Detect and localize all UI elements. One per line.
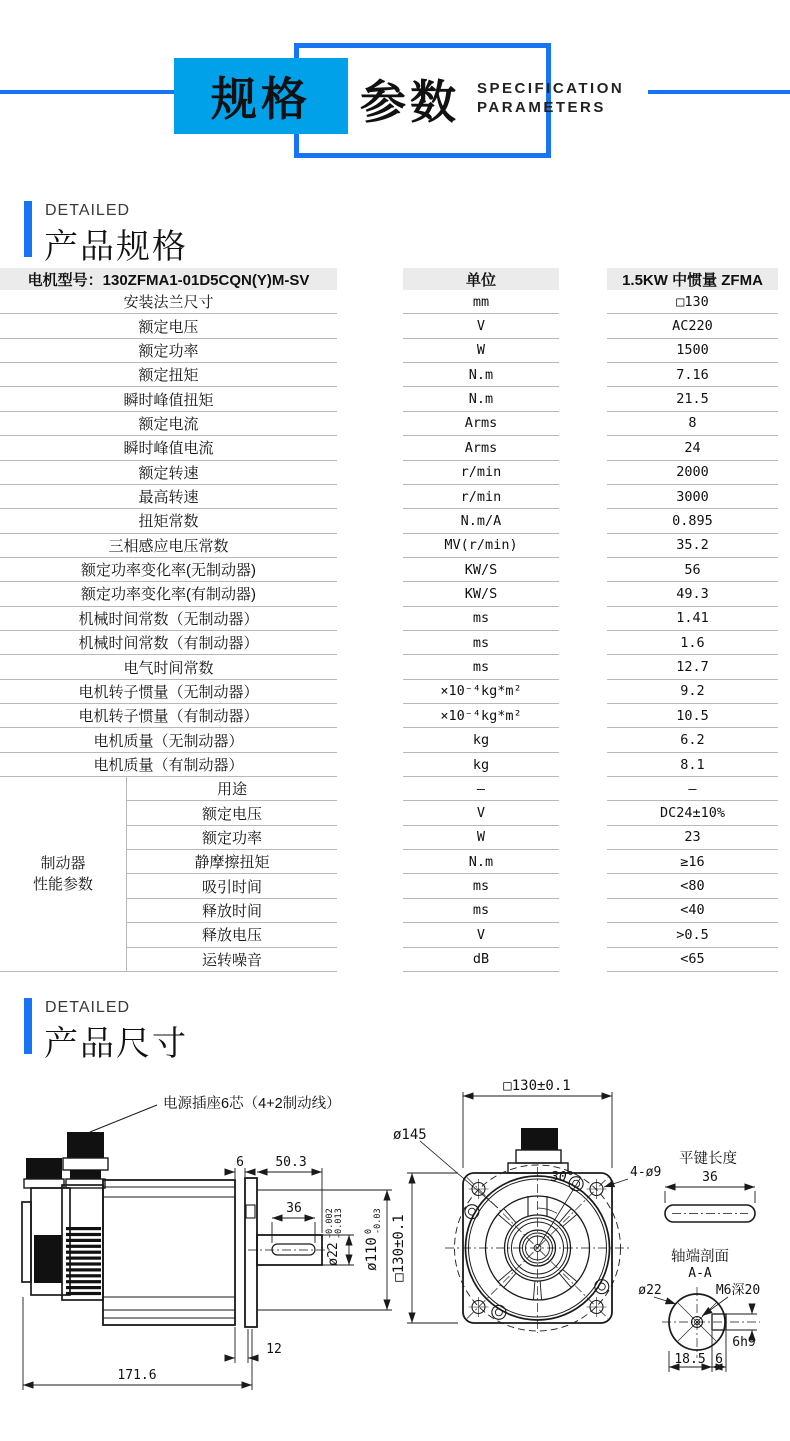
value-cell: AC220 (607, 314, 778, 338)
unit-cell: ms (403, 631, 559, 655)
value-cell: 21.5 (607, 387, 778, 411)
motor-body (103, 1180, 235, 1325)
value-cell: 49.3 (607, 582, 778, 606)
param-name-cell: 电机转子惯量（无制动器） (0, 680, 337, 704)
table-header-value: 1.5KW 中惯量 ZFMA (607, 268, 778, 290)
param-name-cell: 机械时间常数（有制动器） (0, 631, 337, 655)
value-cell: <65 (607, 948, 778, 972)
unit-cell: Arms (403, 412, 559, 436)
value-cell: 2000 (607, 461, 778, 485)
spec-row (0, 339, 790, 364)
key-view (665, 1149, 755, 1222)
shaft-tol-lower: -0.013 (334, 1208, 344, 1239)
unit-cell: Arms (403, 436, 559, 460)
value-cell: ≥16 (607, 850, 778, 874)
table-header-model: 电机型号：130ZFMA1-01D5CQN(Y)M-SV (0, 268, 337, 290)
spec-row (0, 728, 790, 753)
value-cell: 1.41 (607, 607, 778, 631)
spec-row (0, 290, 790, 315)
spec-row (0, 412, 790, 437)
unit-cell: V (403, 314, 559, 338)
brake-row (0, 899, 790, 924)
spec-row (0, 363, 790, 388)
spec-row (0, 314, 790, 339)
aa-dim-6: 6 (715, 1352, 723, 1367)
unit-cell: N.m (403, 363, 559, 387)
value-cell: 23 (607, 826, 778, 850)
pilot-tol-lower: -0.03 (373, 1208, 383, 1234)
value-cell: 8.1 (607, 753, 778, 777)
aa-dim-18-5: 18.5 (674, 1352, 706, 1367)
dim-171-6: 171.6 (117, 1368, 157, 1383)
brake-group-label-line2: 性能参数 (32, 876, 93, 893)
param-name-cell: 释放时间 (127, 899, 337, 923)
dim-12: 12 (266, 1342, 282, 1357)
power-connector (67, 1132, 104, 1158)
cooling-fins (66, 1227, 101, 1295)
key-length-dim: 36 (702, 1170, 718, 1185)
spec-row (0, 534, 790, 559)
spec-row (0, 558, 790, 583)
param-name-cell: 运转噪音 (127, 948, 337, 972)
table-header-unit: 单位 (403, 268, 559, 290)
param-name-cell: 用途 (127, 777, 337, 801)
value-cell: 1500 (607, 339, 778, 363)
section-dims-bar (24, 998, 32, 1054)
unit-cell: r/min (403, 485, 559, 509)
brake-row (0, 826, 790, 851)
unit-cell: V (403, 923, 559, 947)
param-name-cell: 额定电流 (0, 412, 337, 436)
unit-cell: MV(r/min) (403, 534, 559, 558)
pilot-tol-upper: 0 (364, 1228, 374, 1234)
brake-row (0, 777, 790, 802)
spec-row (0, 753, 790, 778)
section-dims-title: 产品尺寸 (44, 1025, 188, 1063)
value-cell: 7.16 (607, 363, 778, 387)
unit-cell: ms (403, 607, 559, 631)
brake-group-label-line1: 制动器 (40, 855, 86, 872)
banner-title-spec: 规格 (211, 73, 311, 125)
aa-key-width-label: 6h9 (732, 1335, 756, 1350)
angle-30-label: 30° (551, 1170, 575, 1185)
value-cell: 1.6 (607, 631, 778, 655)
spec-row (0, 461, 790, 486)
unit-cell: ms (403, 899, 559, 923)
value-cell: 6.2 (607, 728, 778, 752)
unit-cell: ms (403, 874, 559, 898)
unit-cell: N.m/A (403, 509, 559, 533)
section-spec-eyebrow: DETAILED (45, 202, 131, 219)
spec-row (0, 485, 790, 510)
param-name-cell: 三相感应电压常数 (0, 534, 337, 558)
unit-cell: kg (403, 728, 559, 752)
unit-cell: W (403, 826, 559, 850)
param-name-cell: 额定电压 (127, 801, 337, 825)
unit-cell: KW/S (403, 558, 559, 582)
unit-cell: W (403, 339, 559, 363)
section-dims-eyebrow: DETAILED (45, 999, 131, 1016)
shaft-diameter-label: ø22 (326, 1242, 341, 1266)
banner-title-param: 参数 (360, 76, 460, 128)
spec-row (0, 631, 790, 656)
spec-row (0, 680, 790, 705)
param-name-cell: 电机质量（无制动器） (0, 728, 337, 752)
spec-row (0, 387, 790, 412)
value-cell: 9.2 (607, 680, 778, 704)
dim-6: 6 (236, 1155, 244, 1170)
unit-cell: N.m (403, 850, 559, 874)
dim-36-side: 36 (286, 1201, 302, 1216)
unit-cell: mm (403, 290, 559, 314)
value-cell: 0.895 (607, 509, 778, 533)
holes-4-d9-label: 4-ø9 (630, 1165, 662, 1180)
param-name-cell: 瞬时峰值电流 (0, 436, 337, 460)
param-name-cell: 吸引时间 (127, 874, 337, 898)
value-cell: 12.7 (607, 655, 778, 679)
unit-cell: ×10⁻⁴kg*m² (403, 680, 559, 704)
unit-cell: KW/S (403, 582, 559, 606)
unit-cell: kg (403, 753, 559, 777)
brake-row (0, 850, 790, 875)
param-name-cell: 最高转速 (0, 485, 337, 509)
banner-subtitle-line1: SPECIFICATION (477, 80, 625, 97)
pilot-diameter-label: ø110 (364, 1237, 380, 1271)
brake-row (0, 801, 790, 826)
section-aa-label: A-A (688, 1266, 712, 1281)
param-name-cell: 额定功率 (127, 826, 337, 850)
front-connector (521, 1128, 558, 1150)
front-view (391, 1078, 661, 1333)
param-name-cell: 额定转速 (0, 461, 337, 485)
section-spec-title: 产品规格 (44, 228, 188, 266)
spec-row (0, 704, 790, 729)
spec-row (0, 582, 790, 607)
aa-dia-22-label: ø22 (638, 1283, 662, 1298)
spec-row (0, 655, 790, 680)
value-cell: >0.5 (607, 923, 778, 947)
dia-145-label: ø145 (393, 1127, 427, 1143)
shaft-tol-upper: -0.002 (325, 1208, 335, 1239)
brake-row (0, 948, 790, 973)
param-name-cell: 电机质量（有制动器） (0, 753, 337, 777)
value-cell: □130 (607, 290, 778, 314)
flange-plate (245, 1178, 257, 1327)
encoder-connector (26, 1158, 62, 1179)
value-cell: 35.2 (607, 534, 778, 558)
brake-row (0, 923, 790, 948)
param-name-cell: 电机转子惯量（有制动器） (0, 704, 337, 728)
banner-subtitle-line2: PARAMETERS (477, 99, 606, 116)
param-name-cell: 额定电压 (0, 314, 337, 338)
value-cell: 10.5 (607, 704, 778, 728)
param-name-cell: 扭矩常数 (0, 509, 337, 533)
param-name-cell: 电气时间常数 (0, 655, 337, 679)
power-socket-callout: 电源插座6芯（4+2制动线） (163, 1096, 341, 1112)
unit-cell: N.m (403, 387, 559, 411)
param-name-cell: 静摩擦扭矩 (127, 850, 337, 874)
dim-50-3: 50.3 (275, 1155, 307, 1170)
spec-row (0, 607, 790, 632)
param-name-cell: 释放电压 (127, 923, 337, 947)
dim-height-130: □130±0.1 (391, 1214, 407, 1282)
unit-cell: dB (403, 948, 559, 972)
unit-cell: r/min (403, 461, 559, 485)
value-cell: 24 (607, 436, 778, 460)
param-name-cell: 瞬时峰值扭矩 (0, 387, 337, 411)
param-name-cell: 机械时间常数（无制动器） (0, 607, 337, 631)
unit-cell: V (403, 801, 559, 825)
unit-cell: — (403, 777, 559, 801)
brake-row (0, 874, 790, 899)
value-cell: 8 (607, 412, 778, 436)
unit-cell: ms (403, 655, 559, 679)
shaft-section-view (638, 1248, 760, 1372)
shaft-keyway (272, 1244, 315, 1255)
section-aa-title: 轴端剖面 (671, 1249, 729, 1265)
value-cell: <80 (607, 874, 778, 898)
value-cell: 3000 (607, 485, 778, 509)
unit-cell: ×10⁻⁴kg*m² (403, 704, 559, 728)
dimension-drawing (0, 1075, 790, 1441)
param-name-cell: 安装法兰尺寸 (0, 290, 337, 314)
value-cell: DC24±10% (607, 801, 778, 825)
param-name-cell: 额定功率变化率(无制动器) (0, 558, 337, 582)
value-cell: 56 (607, 558, 778, 582)
param-name-cell: 额定扭矩 (0, 363, 337, 387)
param-name-cell: 额定功率 (0, 339, 337, 363)
dim-width-130: □130±0.1 (503, 1078, 571, 1094)
key-title: 平键长度 (679, 1151, 737, 1167)
value-cell: — (607, 777, 778, 801)
aa-tap-label: M6深20 (715, 1283, 761, 1298)
spec-row (0, 436, 790, 461)
value-cell: <40 (607, 899, 778, 923)
spec-row (0, 509, 790, 534)
param-name-cell: 额定功率变化率(有制动器) (0, 582, 337, 606)
side-view (22, 1094, 392, 1390)
